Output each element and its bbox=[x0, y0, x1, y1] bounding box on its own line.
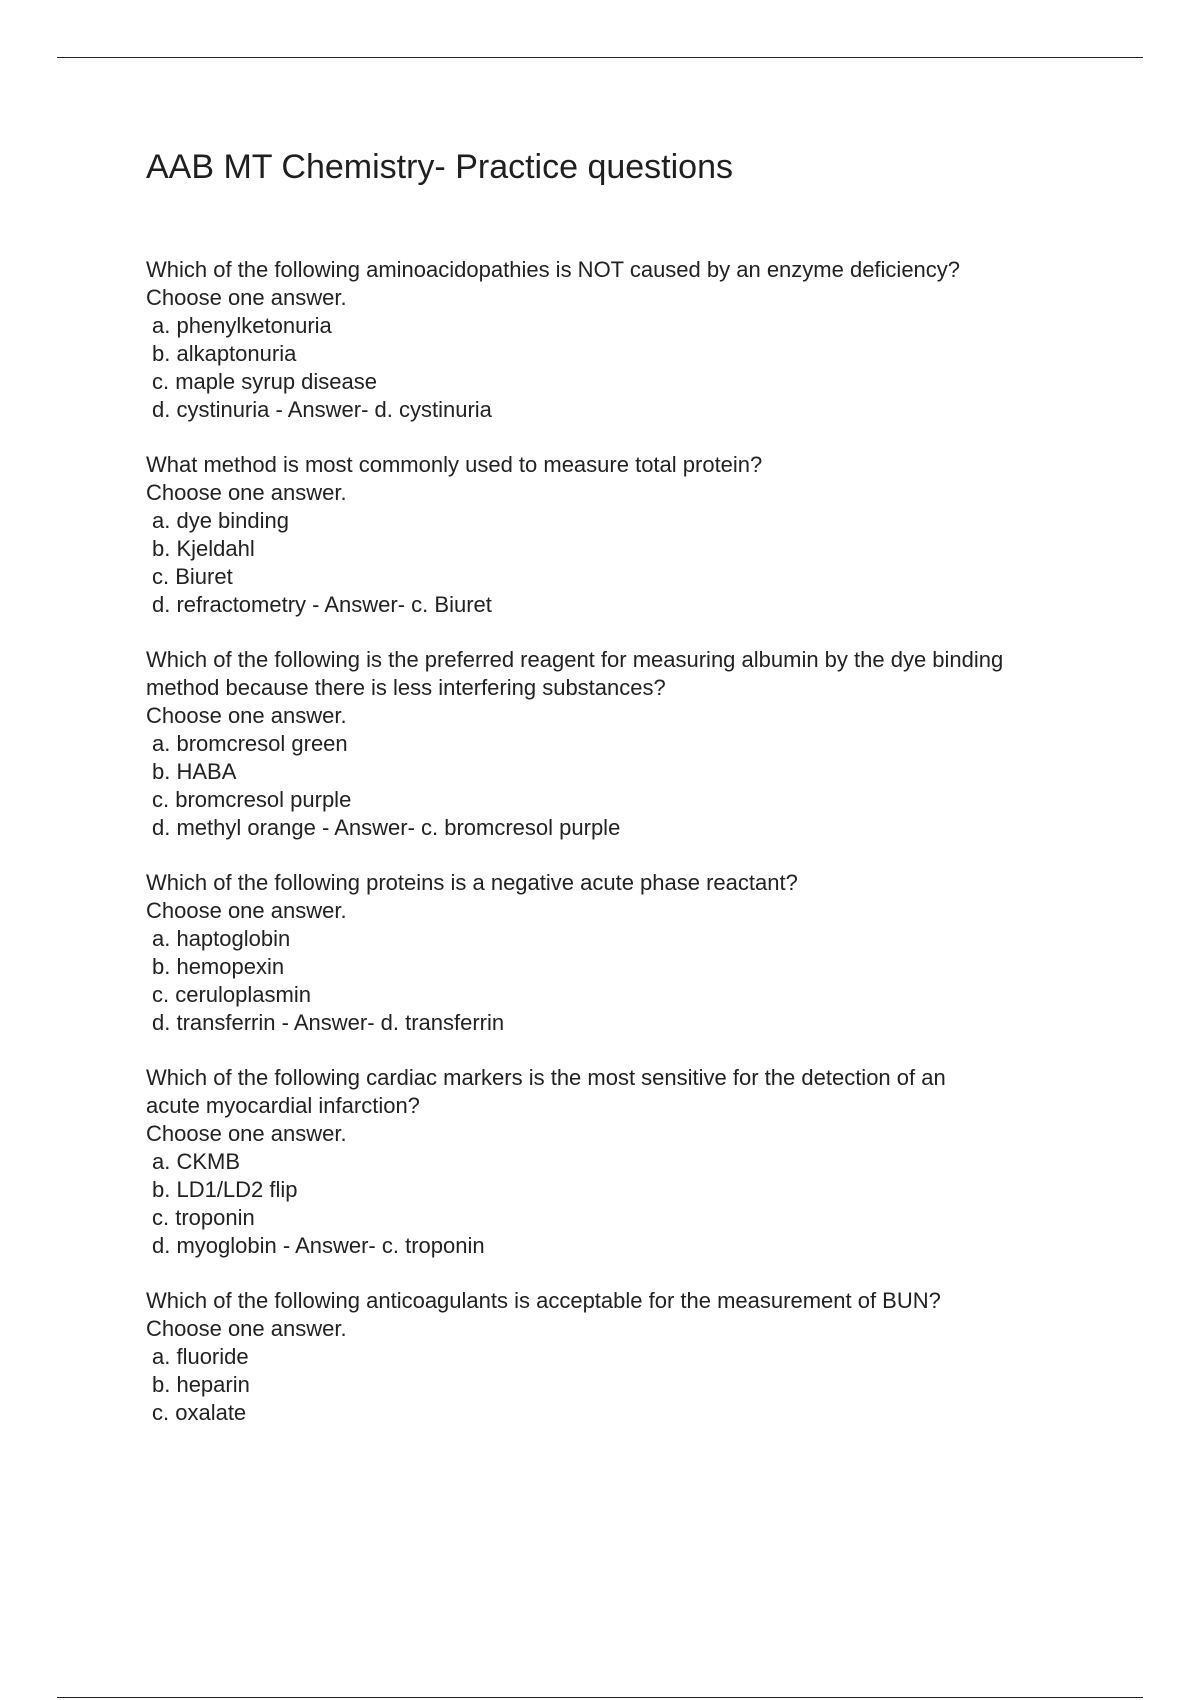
answer-instruction: Choose one answer. bbox=[146, 898, 347, 923]
answer-option: c. oxalate bbox=[152, 1400, 247, 1425]
answer-option: b. heparin bbox=[152, 1372, 250, 1397]
top-rule bbox=[57, 57, 1143, 58]
answer-option: a. dye binding bbox=[152, 508, 289, 533]
answer-option: c. troponin bbox=[152, 1205, 255, 1230]
question-block bbox=[146, 646, 1106, 842]
question-block bbox=[146, 1287, 1106, 1427]
question-stem: Which of the following proteins is a negative acute phase reactant? bbox=[146, 870, 798, 895]
question-stem: acute myocardial infarction? bbox=[146, 1093, 420, 1118]
answer-option: c. maple syrup disease bbox=[152, 369, 377, 394]
question-list bbox=[146, 256, 1106, 1454]
question-block bbox=[146, 1064, 1106, 1260]
answer-option: c. ceruloplasmin bbox=[152, 982, 311, 1007]
answer-option: d. myoglobin - Answer- c. troponin bbox=[152, 1233, 485, 1258]
answer-option: d. transferrin - Answer- d. transferrin bbox=[152, 1010, 505, 1035]
answer-option: d. cystinuria - Answer- d. cystinuria bbox=[152, 397, 492, 422]
answer-option: d. refractometry - Answer- c. Biuret bbox=[152, 592, 492, 617]
answer-option: b. alkaptonuria bbox=[152, 341, 297, 366]
answer-option: a. bromcresol green bbox=[152, 731, 348, 756]
question-stem: What method is most commonly used to measure total protein? bbox=[146, 452, 763, 477]
answer-option: a. fluoride bbox=[152, 1344, 249, 1369]
question-block bbox=[146, 451, 1106, 619]
answer-option: c. Biuret bbox=[152, 564, 233, 589]
answer-option: b. LD1/LD2 flip bbox=[152, 1177, 298, 1202]
question-block bbox=[146, 256, 1106, 424]
question-stem: Which of the following aminoacidopathies is NOT caused by an enzyme deficiency? bbox=[146, 257, 961, 282]
answer-option: a. haptoglobin bbox=[152, 926, 291, 951]
answer-option: d. methyl orange - Answer- c. bromcresol purple bbox=[152, 815, 621, 840]
answer-instruction: Choose one answer. bbox=[146, 1316, 347, 1341]
answer-option: a. CKMB bbox=[152, 1149, 241, 1174]
answer-option: b. hemopexin bbox=[152, 954, 285, 979]
answer-option: a. phenylketonuria bbox=[152, 313, 332, 338]
answer-instruction: Choose one answer. bbox=[146, 1121, 347, 1146]
answer-instruction: Choose one answer. bbox=[146, 703, 347, 728]
question-stem: Which of the following cardiac markers is the most sensitive for the detection of an bbox=[146, 1065, 946, 1090]
question-stem: method because there is less interfering substances? bbox=[146, 675, 666, 700]
answer-instruction: Choose one answer. bbox=[146, 480, 347, 505]
answer-instruction: Choose one answer. bbox=[146, 285, 347, 310]
document-title: AAB MT Chemistry- Practice questions bbox=[146, 148, 733, 186]
bottom-rule bbox=[57, 1697, 1143, 1698]
answer-option: b. HABA bbox=[152, 759, 237, 784]
question-block bbox=[146, 869, 1106, 1037]
answer-option: b. Kjeldahl bbox=[152, 536, 255, 561]
answer-option: c. bromcresol purple bbox=[152, 787, 352, 812]
question-stem: Which of the following is the preferred reagent for measuring albumin by the dye binding bbox=[146, 647, 1004, 672]
question-stem: Which of the following anticoagulants is acceptable for the measurement of BUN? bbox=[146, 1288, 941, 1313]
